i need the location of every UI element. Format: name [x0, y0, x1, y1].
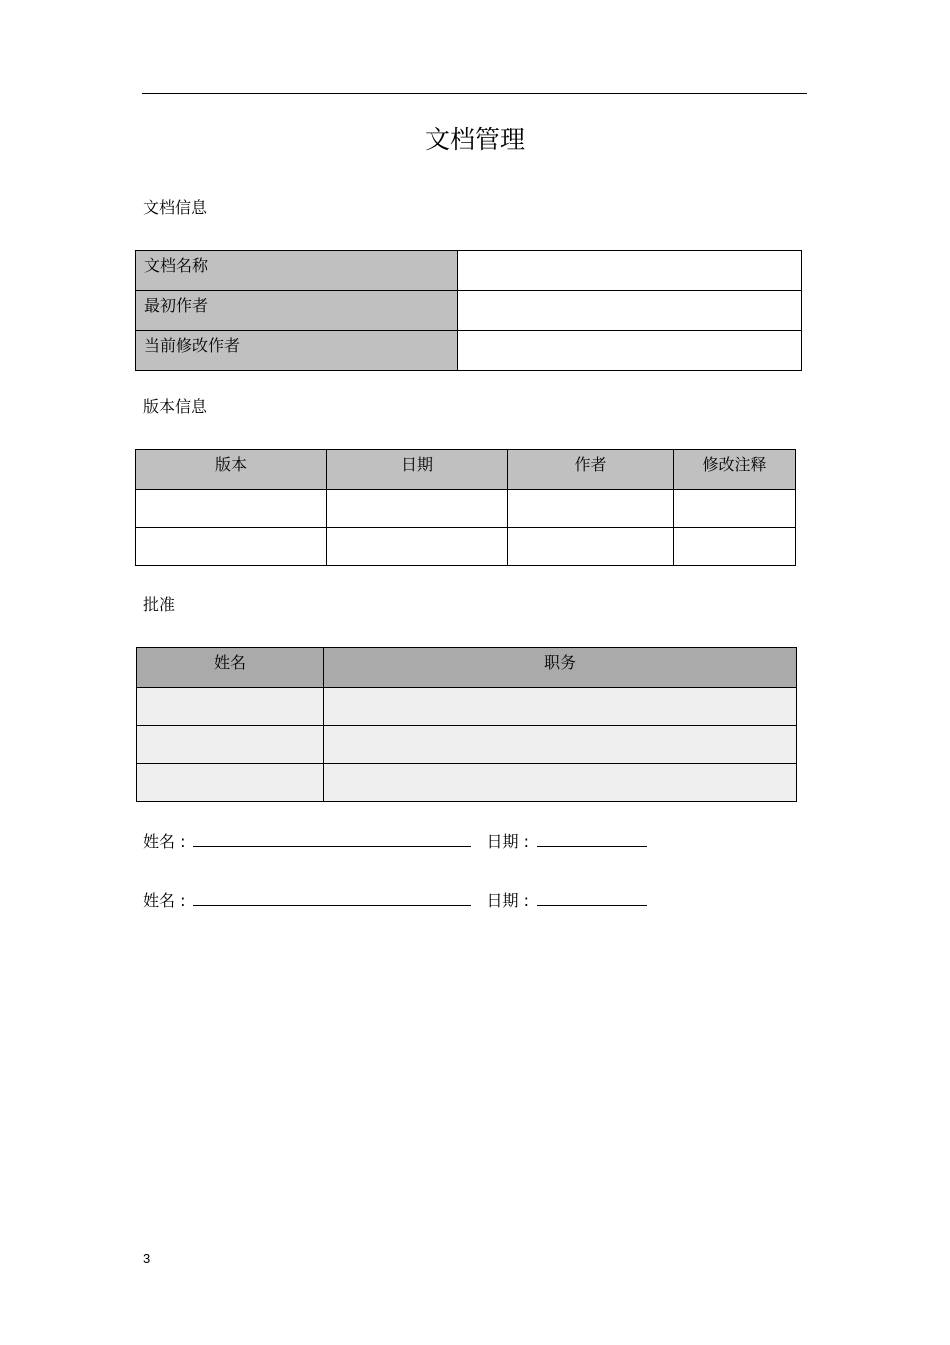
signature-date-label: 日期 :	[486, 832, 529, 851]
signature-name-label: 姓名 :	[143, 891, 186, 910]
author-cell[interactable]	[508, 528, 674, 566]
doc-info-table	[135, 250, 802, 371]
signature-line	[143, 890, 647, 912]
doc-name-field[interactable]	[458, 251, 802, 291]
doc-info-heading: 文档信息	[143, 198, 208, 217]
table-row	[137, 688, 797, 726]
header-rule	[142, 93, 807, 94]
signature-date-blank[interactable]	[537, 832, 647, 847]
current-author-field[interactable]	[458, 331, 802, 371]
date-column-header: 日期	[327, 450, 508, 490]
comment-column-header: 修改注释	[674, 450, 796, 490]
name-cell[interactable]	[137, 764, 324, 802]
table-row	[136, 291, 802, 331]
approval-table	[136, 647, 797, 802]
position-column-header: 职务	[324, 648, 797, 688]
approval-heading: 批准	[143, 595, 176, 614]
name-cell[interactable]	[137, 726, 324, 764]
comment-cell[interactable]	[674, 528, 796, 566]
doc-name-label: 文档名称	[136, 251, 458, 291]
original-author-field[interactable]	[458, 291, 802, 331]
position-cell[interactable]	[324, 688, 797, 726]
position-cell[interactable]	[324, 726, 797, 764]
table-row	[136, 331, 802, 371]
date-cell[interactable]	[327, 528, 508, 566]
table-header-row	[137, 648, 797, 688]
name-cell[interactable]	[137, 688, 324, 726]
name-column-header: 姓名	[137, 648, 324, 688]
page-number: 3	[143, 1251, 151, 1266]
current-author-label: 当前修改作者	[136, 331, 458, 371]
table-row	[136, 490, 796, 528]
position-cell[interactable]	[324, 764, 797, 802]
version-info-heading: 版本信息	[143, 397, 208, 416]
signature-name-blank[interactable]	[193, 891, 471, 906]
table-row	[137, 764, 797, 802]
author-column-header: 作者	[508, 450, 674, 490]
page-title: 文档管理	[424, 125, 525, 154]
version-cell[interactable]	[136, 528, 327, 566]
signature-date-label: 日期 :	[486, 891, 529, 910]
comment-cell[interactable]	[674, 490, 796, 528]
date-cell[interactable]	[327, 490, 508, 528]
table-row	[137, 726, 797, 764]
version-table	[135, 449, 796, 566]
version-cell[interactable]	[136, 490, 327, 528]
author-cell[interactable]	[508, 490, 674, 528]
signature-name-blank[interactable]	[193, 832, 471, 847]
version-column-header: 版本	[136, 450, 327, 490]
table-row	[136, 528, 796, 566]
original-author-label: 最初作者	[136, 291, 458, 331]
signature-line	[143, 831, 647, 853]
table-row	[136, 251, 802, 291]
table-header-row	[136, 450, 796, 490]
signature-date-blank[interactable]	[537, 891, 647, 906]
signature-name-label: 姓名 :	[143, 832, 186, 851]
